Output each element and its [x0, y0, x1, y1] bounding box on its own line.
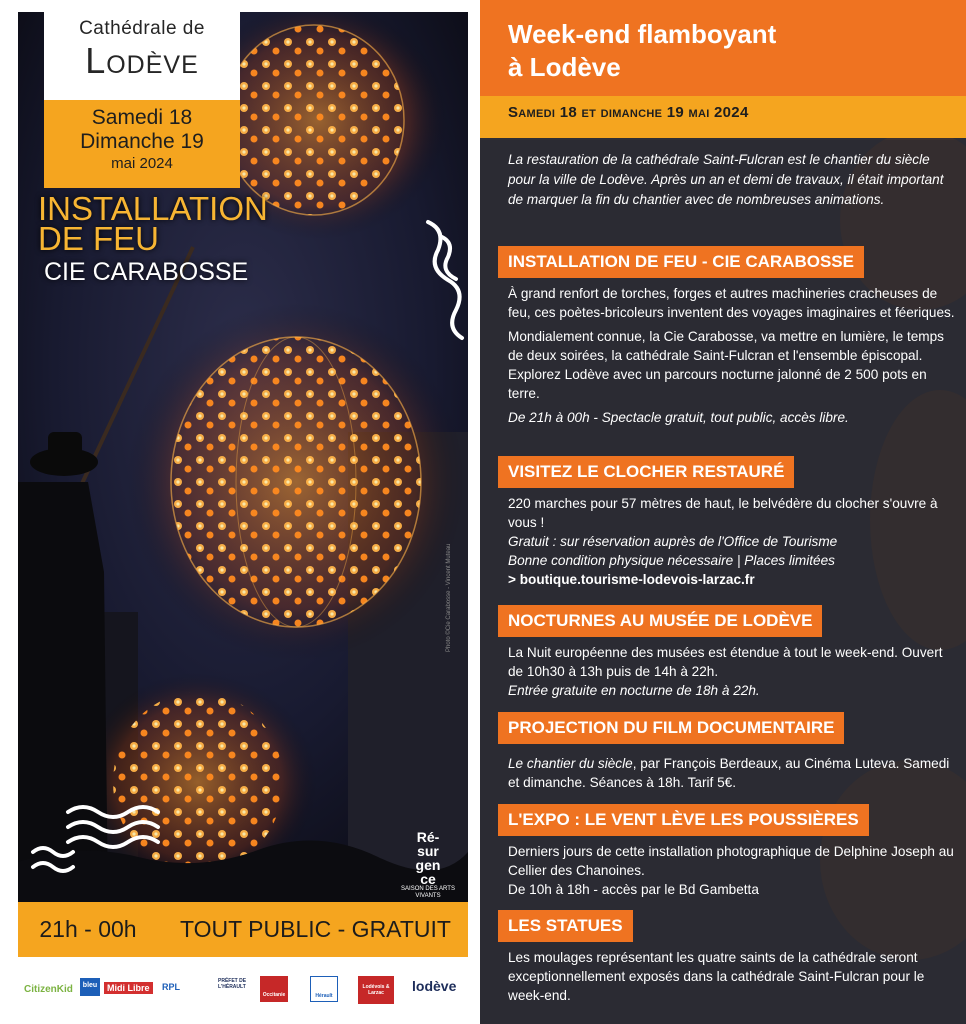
section-title-musee: NOCTURNES AU MUSÉE DE LODÈVE	[498, 605, 822, 637]
film-details: , par François Berdeaux, au Cinéma Luteva. Samedi et dimanche. Séances à 18h. Tarif 5€.	[508, 756, 950, 790]
install-title	[38, 190, 268, 257]
clocher-paragraph-3: Bonne condition physique nécessaire | Places limitées	[508, 553, 835, 568]
booking-link[interactable]: > boutique.tourisme-lodevois-larzac.fr	[508, 572, 755, 587]
section-body-musee	[508, 643, 956, 700]
section-title-statues: LES STATUES	[498, 910, 633, 942]
date-line-3: mai 2024	[111, 155, 173, 172]
lodevois-logo: Lodévois & Larzac	[358, 976, 394, 1004]
film-title: Le chantier du siècle	[508, 756, 633, 771]
bleu-logo: bleu	[80, 978, 100, 996]
intro-text: La restauration de la cathédrale Saint-Fulcran est le chantier du siècle pour la ville de Lodève. Après un an et demi de travaux, il était important de marquer la fin du chantier avec de nombreuses animations.	[508, 152, 944, 207]
resurgence-line-1: Ré-	[416, 829, 440, 845]
poster	[18, 12, 468, 957]
sponsor-logos	[18, 968, 468, 1018]
panel-header	[480, 0, 966, 96]
section-body-expo	[508, 842, 956, 899]
header-title-line-1: Week-end flamboyant	[508, 19, 777, 49]
install-title-line-1: INSTALLATION	[38, 190, 268, 227]
expo-paragraph-2: De 10h à 18h - accès par le Bd Gambetta	[508, 882, 759, 897]
header-title-line-2: à Lodève	[508, 52, 621, 82]
ville-lodeve-logo: lodève	[412, 978, 457, 994]
date-strip: Samedi 18 et dimanche 19 mai 2024	[480, 96, 966, 138]
section-title-feu: INSTALLATION DE FEU - CIE CARABOSSE	[498, 246, 864, 278]
feu-paragraph-2: Mondialement connue, la Cie Carabosse, va mettre en lumière, le temps de deux soirées, la cathédrale Saint-Fulcran et l'ensemble épiscopal. Explorez Lodève avec un parcours nocturne jalonné de 2 500 pots en terre.	[508, 329, 944, 401]
occitanie-logo: Occitanie	[260, 976, 288, 1002]
musee-paragraph-2: Entrée gratuite en nocturne de 18h à 22h.	[508, 683, 760, 698]
info-panel	[480, 0, 966, 1024]
resurgence-line-4: ce	[420, 871, 436, 887]
section-body-feu	[508, 284, 956, 432]
band-public: TOUT PUBLIC - GRATUIT	[180, 916, 451, 942]
title-line-1: Cathédrale de	[79, 18, 205, 39]
feu-schedule: De 21h à 00h - Spectacle gratuit, tout public, accès libre.	[508, 410, 849, 425]
musee-paragraph-1: La Nuit européenne des musées est étendue à tout le week-end. Ouvert de 10h30 à 13h puis de 14h à 22h.	[508, 645, 943, 679]
section-body-film	[508, 754, 956, 792]
date-line-2: Dimanche 19	[80, 130, 204, 153]
section-body-statues	[508, 948, 956, 1005]
install-title-line-2: DE FEU	[38, 220, 160, 257]
photo-credit: Photo ©Cie Carabosse - Vincent Muteau	[446, 543, 452, 652]
install-subtitle: CIE CARABOSSE	[44, 258, 249, 286]
feu-paragraph-1: À grand renfort de torches, forges et autres machineries cracheuses de feu, ces poètes-bricoleurs inventent des voyages imaginaires et féeriques.	[508, 286, 955, 320]
section-title-clocher: VISITEZ LE CLOCHER RESTAURÉ	[498, 456, 794, 488]
midi-libre-logo: Midi Libre	[104, 982, 153, 994]
title-box	[44, 12, 240, 100]
title-line-2: Lodève	[85, 40, 199, 81]
poster-band	[18, 902, 468, 957]
date-line-1: Samedi 18	[91, 106, 193, 129]
expo-paragraph-1: Derniers jours de cette installation photographique de Delphine Joseph au Cellier des Chanoines.	[508, 844, 954, 878]
resurgence-line-3: gen	[415, 857, 441, 873]
citizenkid-logo: CitizenKid	[24, 984, 73, 995]
resurgence-tagline: SAISON DES ARTS VIVANTS	[401, 886, 455, 899]
clocher-paragraph-2: Gratuit : sur réservation auprès de l'Office de Tourisme	[508, 534, 838, 549]
prefet-logo: PRÉFET DE L'HÉRAULT	[218, 978, 247, 990]
herault-logo: Hérault	[310, 976, 338, 1002]
date-box	[44, 100, 240, 188]
band-time: 21h - 00h	[39, 916, 137, 942]
resurgence-line-2: sur	[417, 843, 439, 859]
clocher-paragraph-1: 220 marches pour 57 mètres de haut, le belvédère du clocher s'ouvre à vous !	[508, 496, 938, 530]
section-title-expo: L'EXPO : LE VENT LÈVE LES POUSSIÈRES	[498, 804, 869, 836]
statues-paragraph-1: Les moulages représentant les quatre saints de la cathédrale seront exceptionnellement exposés dans la cathédrale Saint-Fulcran pour le week-end.	[508, 950, 925, 1003]
resurgence-logo	[398, 830, 458, 900]
section-title-film: PROJECTION DU FILM DOCUMENTAIRE	[498, 712, 844, 744]
rpl-logo: RPL	[162, 982, 180, 992]
section-body-clocher	[508, 494, 956, 589]
